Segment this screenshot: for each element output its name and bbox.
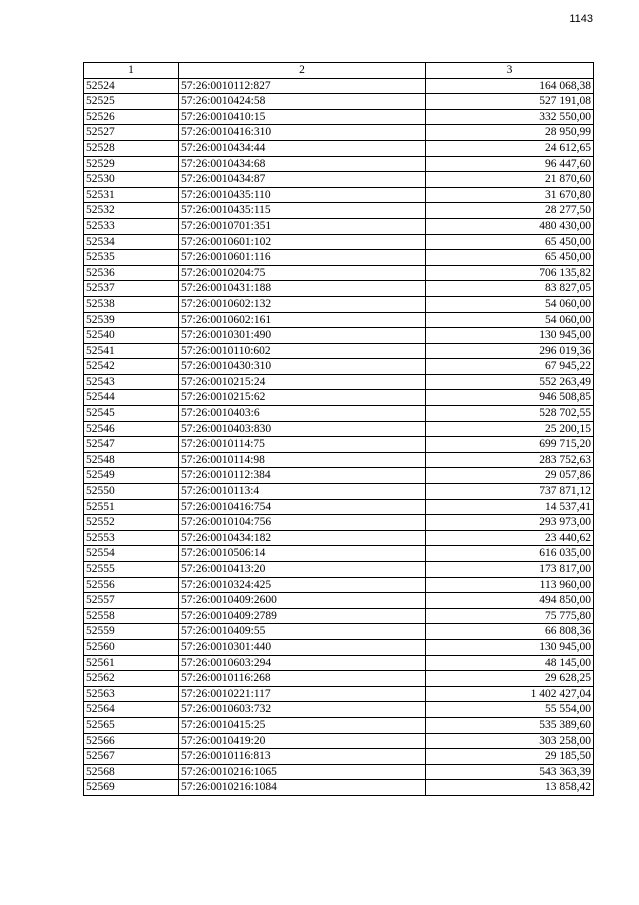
table-row (84, 655, 594, 671)
row-number-cell: 52556 (84, 577, 179, 593)
column-header-1: 1 (84, 63, 179, 79)
cadastral-number-cell: 57:26:0010104:756 (179, 515, 426, 531)
cadastral-number-cell: 57:26:0010601:102 (179, 234, 426, 250)
table-row (84, 749, 594, 765)
cadastral-number-cell: 57:26:0010216:1065 (179, 764, 426, 780)
table-row (84, 281, 594, 297)
row-number-cell: 52554 (84, 546, 179, 562)
table-row (84, 125, 594, 141)
value-cell: 29 185,50 (426, 749, 594, 765)
cadastral-number-cell: 57:26:0010430:310 (179, 359, 426, 375)
value-cell: 65 450,00 (426, 234, 594, 250)
cadastral-number-cell: 57:26:0010413:20 (179, 562, 426, 578)
row-number-cell: 52565 (84, 717, 179, 733)
table-row (84, 780, 594, 796)
row-number-cell: 52566 (84, 733, 179, 749)
cadastral-number-cell: 57:26:0010215:24 (179, 374, 426, 390)
row-number-cell: 52524 (84, 78, 179, 94)
column-header-2: 2 (179, 63, 426, 79)
row-number-cell: 52534 (84, 234, 179, 250)
table-row (84, 265, 594, 281)
value-cell: 48 145,00 (426, 655, 594, 671)
value-cell: 55 554,00 (426, 702, 594, 718)
table-body (84, 78, 594, 795)
table-row (84, 499, 594, 515)
table-row (84, 218, 594, 234)
table-row (84, 374, 594, 390)
row-number-cell: 52552 (84, 515, 179, 531)
value-cell: 24 612,65 (426, 140, 594, 156)
table-row (84, 733, 594, 749)
table-row (84, 577, 594, 593)
row-number-cell: 52538 (84, 296, 179, 312)
cadastral-number-cell: 57:26:0010409:2600 (179, 593, 426, 609)
value-cell: 543 363,39 (426, 764, 594, 780)
value-cell: 83 827,05 (426, 281, 594, 297)
table-row (84, 639, 594, 655)
cadastral-number-cell: 57:26:0010116:813 (179, 749, 426, 765)
row-number-cell: 52553 (84, 530, 179, 546)
table-row (84, 94, 594, 110)
table-row (84, 406, 594, 422)
cadastral-number-cell: 57:26:0010424:58 (179, 94, 426, 110)
cadastral-number-cell: 57:26:0010601:116 (179, 250, 426, 266)
cadastral-number-cell: 57:26:0010410:15 (179, 109, 426, 125)
row-number-cell: 52550 (84, 484, 179, 500)
value-cell: 737 871,12 (426, 484, 594, 500)
row-number-cell: 52551 (84, 499, 179, 515)
column-header-3: 3 (426, 63, 594, 79)
cadastral-number-cell: 57:26:0010434:182 (179, 530, 426, 546)
cadastral-number-cell: 57:26:0010116:268 (179, 671, 426, 687)
table-row (84, 468, 594, 484)
row-number-cell: 52537 (84, 281, 179, 297)
value-cell: 96 447,60 (426, 156, 594, 172)
row-number-cell: 52528 (84, 140, 179, 156)
table-row (84, 156, 594, 172)
value-cell: 283 752,63 (426, 452, 594, 468)
table-row (84, 172, 594, 188)
row-number-cell: 52546 (84, 421, 179, 437)
cadastral-number-cell: 57:26:0010114:75 (179, 437, 426, 453)
row-number-cell: 52525 (84, 94, 179, 110)
table-row (84, 390, 594, 406)
cadastral-number-cell: 57:26:0010602:161 (179, 312, 426, 328)
value-cell: 31 670,80 (426, 187, 594, 203)
value-cell: 946 508,85 (426, 390, 594, 406)
row-number-cell: 52547 (84, 437, 179, 453)
row-number-cell: 52559 (84, 624, 179, 640)
table-row (84, 686, 594, 702)
value-cell: 23 440,62 (426, 530, 594, 546)
value-cell: 130 945,00 (426, 328, 594, 344)
row-number-cell: 52545 (84, 406, 179, 422)
row-number-cell: 52536 (84, 265, 179, 281)
page-number: 1143 (569, 13, 593, 25)
cadastral-number-cell: 57:26:0010603:294 (179, 655, 426, 671)
cadastral-number-cell: 57:26:0010114:98 (179, 452, 426, 468)
table-row (84, 109, 594, 125)
cadastral-number-cell: 57:26:0010603:732 (179, 702, 426, 718)
value-cell: 1 402 427,04 (426, 686, 594, 702)
value-cell: 699 715,20 (426, 437, 594, 453)
table-row (84, 359, 594, 375)
row-number-cell: 52557 (84, 593, 179, 609)
cadastral-number-cell: 57:26:0010416:310 (179, 125, 426, 141)
table-row (84, 515, 594, 531)
table-row (84, 421, 594, 437)
table-row (84, 764, 594, 780)
value-cell: 296 019,36 (426, 343, 594, 359)
value-cell: 616 035,00 (426, 546, 594, 562)
value-cell: 75 775,80 (426, 608, 594, 624)
table-row (84, 203, 594, 219)
value-cell: 706 135,82 (426, 265, 594, 281)
row-number-cell: 52569 (84, 780, 179, 796)
value-cell: 54 060,00 (426, 296, 594, 312)
value-cell: 29 057,86 (426, 468, 594, 484)
value-cell: 65 450,00 (426, 250, 594, 266)
cadastral-number-cell: 57:26:0010434:44 (179, 140, 426, 156)
table-row (84, 312, 594, 328)
cadastral-number-cell: 57:26:0010112:384 (179, 468, 426, 484)
row-number-cell: 52543 (84, 374, 179, 390)
value-cell: 494 850,00 (426, 593, 594, 609)
cadastral-number-cell: 57:26:0010506:14 (179, 546, 426, 562)
row-number-cell: 52562 (84, 671, 179, 687)
value-cell: 21 870,60 (426, 172, 594, 188)
cadastral-number-cell: 57:26:0010435:115 (179, 203, 426, 219)
row-number-cell: 52549 (84, 468, 179, 484)
table-row (84, 452, 594, 468)
cadastral-number-cell: 57:26:0010416:754 (179, 499, 426, 515)
value-cell: 528 702,55 (426, 406, 594, 422)
value-cell: 29 628,25 (426, 671, 594, 687)
table-row (84, 78, 594, 94)
cadastral-number-cell: 57:26:0010301:440 (179, 639, 426, 655)
value-cell: 14 537,41 (426, 499, 594, 515)
row-number-cell: 52533 (84, 218, 179, 234)
value-cell: 54 060,00 (426, 312, 594, 328)
row-number-cell: 52548 (84, 452, 179, 468)
cadastral-number-cell: 57:26:0010409:55 (179, 624, 426, 640)
row-number-cell: 52541 (84, 343, 179, 359)
table-row (84, 717, 594, 733)
table-row (84, 328, 594, 344)
row-number-cell: 52563 (84, 686, 179, 702)
cadastral-number-cell: 57:26:0010415:25 (179, 717, 426, 733)
value-cell: 535 389,60 (426, 717, 594, 733)
cadastral-number-cell: 57:26:0010204:75 (179, 265, 426, 281)
table-row (84, 608, 594, 624)
table-row (84, 530, 594, 546)
table-row (84, 140, 594, 156)
row-number-cell: 52532 (84, 203, 179, 219)
table-row (84, 562, 594, 578)
table-row (84, 624, 594, 640)
table-row (84, 484, 594, 500)
value-cell: 173 817,00 (426, 562, 594, 578)
value-cell: 293 973,00 (426, 515, 594, 531)
cadastral-number-cell: 57:26:0010403:6 (179, 406, 426, 422)
row-number-cell: 52539 (84, 312, 179, 328)
value-cell: 552 263,49 (426, 374, 594, 390)
value-cell: 66 808,36 (426, 624, 594, 640)
row-number-cell: 52530 (84, 172, 179, 188)
row-number-cell: 52555 (84, 562, 179, 578)
cadastral-number-cell: 57:26:0010215:62 (179, 390, 426, 406)
value-cell: 480 430,00 (426, 218, 594, 234)
row-number-cell: 52561 (84, 655, 179, 671)
cadastral-number-cell: 57:26:0010216:1084 (179, 780, 426, 796)
table-row (84, 546, 594, 562)
value-cell: 164 068,38 (426, 78, 594, 94)
cadastral-number-cell: 57:26:0010435:110 (179, 187, 426, 203)
row-number-cell: 52526 (84, 109, 179, 125)
cadastral-number-cell: 57:26:0010110:602 (179, 343, 426, 359)
cadastral-number-cell: 57:26:0010301:490 (179, 328, 426, 344)
row-number-cell: 52560 (84, 639, 179, 655)
value-cell: 28 277,50 (426, 203, 594, 219)
table-header (84, 63, 594, 79)
table-row (84, 250, 594, 266)
value-cell: 303 258,00 (426, 733, 594, 749)
value-cell: 130 945,00 (426, 639, 594, 655)
cadastral-number-cell: 57:26:0010113:4 (179, 484, 426, 500)
value-cell: 25 200,15 (426, 421, 594, 437)
row-number-cell: 52558 (84, 608, 179, 624)
table-row (84, 437, 594, 453)
row-number-cell: 52527 (84, 125, 179, 141)
row-number-cell: 52542 (84, 359, 179, 375)
value-cell: 113 960,00 (426, 577, 594, 593)
value-cell: 67 945,22 (426, 359, 594, 375)
cadastral-number-cell: 57:26:0010419:20 (179, 733, 426, 749)
cadastral-number-cell: 57:26:0010324:425 (179, 577, 426, 593)
row-number-cell: 52564 (84, 702, 179, 718)
cadastral-number-cell: 57:26:0010112:827 (179, 78, 426, 94)
header-row (84, 63, 594, 79)
value-cell: 527 191,08 (426, 94, 594, 110)
row-number-cell: 52567 (84, 749, 179, 765)
table-row (84, 343, 594, 359)
row-number-cell: 52529 (84, 156, 179, 172)
cadastral-number-cell: 57:26:0010403:830 (179, 421, 426, 437)
table-row (84, 187, 594, 203)
table-row (84, 671, 594, 687)
table-row (84, 234, 594, 250)
cadastral-number-cell: 57:26:0010701:351 (179, 218, 426, 234)
row-number-cell: 52544 (84, 390, 179, 406)
cadastral-number-cell: 57:26:0010409:2789 (179, 608, 426, 624)
cadastral-number-cell: 57:26:0010221:117 (179, 686, 426, 702)
row-number-cell: 52568 (84, 764, 179, 780)
row-number-cell: 52531 (84, 187, 179, 203)
cadastral-number-cell: 57:26:0010431:188 (179, 281, 426, 297)
table-row (84, 296, 594, 312)
value-cell: 332 550,00 (426, 109, 594, 125)
value-cell: 13 858,42 (426, 780, 594, 796)
registry-table (83, 62, 594, 796)
cadastral-number-cell: 57:26:0010434:87 (179, 172, 426, 188)
row-number-cell: 52535 (84, 250, 179, 266)
value-cell: 28 950,99 (426, 125, 594, 141)
cadastral-number-cell: 57:26:0010434:68 (179, 156, 426, 172)
table-row (84, 702, 594, 718)
table-row (84, 593, 594, 609)
row-number-cell: 52540 (84, 328, 179, 344)
cadastral-number-cell: 57:26:0010602:132 (179, 296, 426, 312)
